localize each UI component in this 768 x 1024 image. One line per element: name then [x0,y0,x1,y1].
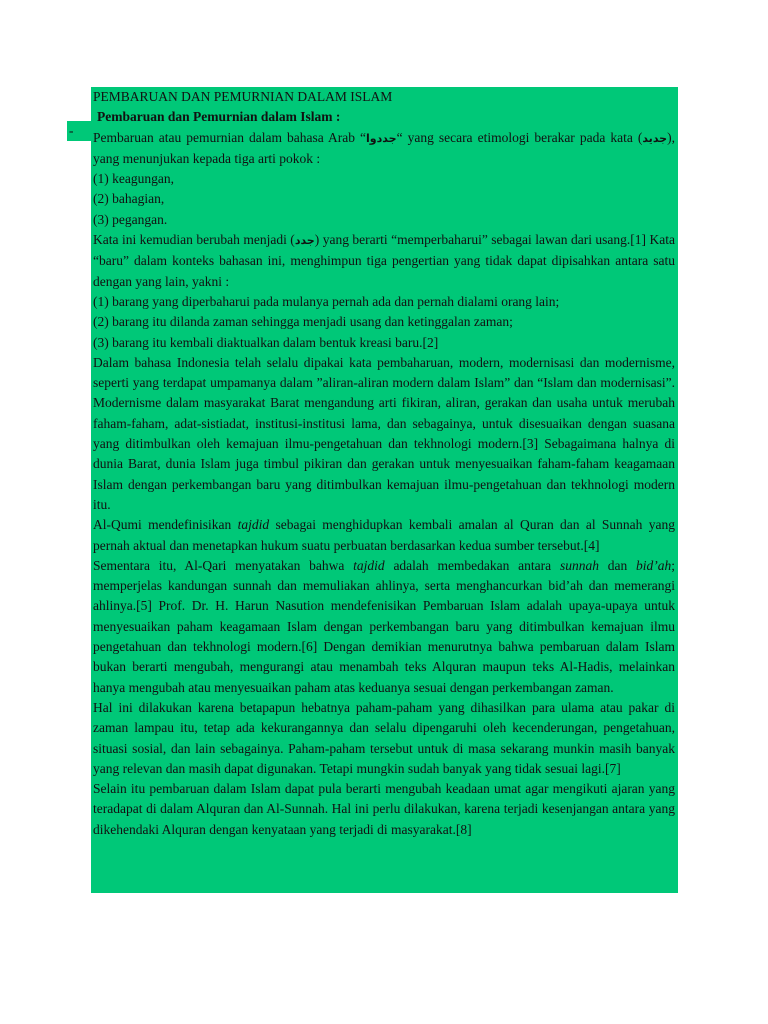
bullet-dash: - [69,123,74,138]
p4-text-a: Al-Qumi mendefinisikan [93,517,238,533]
p4-text-b: sebagai menghidupkan kembali amalan al Quran dan al Sunnah yang pernah aktual dan menetapkan hukum suatu perbuatan berdasarkan kedua sumber tersebut.[4] [93,517,675,553]
p1-text-a: Pembaruan atau pemurnian dalam bahasa Arab “ [93,129,367,145]
paragraph-5 [93,556,675,698]
list2-item: (3) barang itu kembali diaktualkan dalam bentuk kreasi baru.[2] [93,334,439,350]
p4-italic-term: tajdid [237,517,270,533]
list2-item: (2) barang itu dilanda zaman sehingga menjadi usang dan ketinggalan zaman; [93,314,513,330]
section-heading: Pembaruan dan Pemurnian dalam Islam : [97,109,341,125]
p5-text-b: adalah membedakan antara [384,557,560,573]
list1-item: (1) keagungan, [93,171,174,187]
list1-item: (3) pegangan. [93,211,168,227]
p1-text-c: ), yang menunjukan kepada tiga arti pokok : [93,129,675,166]
list2-item: (1) barang yang diperbaharui pada mulanya pernah ada dan pernah dialami orang lain; [93,293,560,309]
p5-italic-term: bid’ah [636,557,672,573]
arabic-word-3: جدد [294,234,315,248]
p1-text-b: “ yang secara etimologi berakar pada kata ( [396,129,643,145]
paragraph-7: Selain itu pembaruan dalam Islam dapat pula berarti mengubah keadaan umat agar mengikuti ajaran yang teradapat di dalam Alquran dan Al-Sunnah. Hal ini perlu dilakukan, karena terjadi kesenjangan antara yang dikehendaki Alquran dengan kenyataan yang terjadi di masyarakat.[8] [93,781,675,837]
paragraph-6: Hal ini dilakukan karena betapapun hebatnya paham-paham yang dihasilkan para ulama atau pakar di zaman lampau itu, tetap ada kekurangannya dan selalu dipengaruhi oleh kecenderungan, pengetahuan, situasi sosial, dan lain sebagainya. Paham-paham tersebut untuk di masa sekarang munkin masih banyak yang relevan dan masih dapat digunakan. Tetapi mungkin sudah banyak yang tidak sesuai lagi.[7] [93,699,675,776]
p5-text-d: ; memperjelas kandungan sunnah dan memuliakan ahlinya, serta menghancurkan bid’ah dan memerangi ahlinya.[5] Prof. Dr. H. Harun Nasution mendefenisikan Pembaruan Islam adalah upaya-upaya untuk menyesuaikan paham keagamaan Islam dengan perkembangan baru yang ditimbulkan kemajuan ilmu pengetahuan dan tekhnologi modern.[6] Dengan demikian menurutnya bahwa pembaruan dalam Islam bukan berarti mengubah, mengurangi atau menambah teks Alquran maupun teks Al-Hadis, melainkan hanya mengubah atau menyesuaikan paham atas keduanya sesuai dengan perkembangan zaman. [93,557,676,695]
paragraph-3: Dalam bahasa Indonesia telah selalu dipakai kata pembaharuan, modern, modernisasi dan modernisme, seperti yang terdapat umpamanya dalam ”aliran-aliran modern dalam Islam” dan “Islam dan modernisasi”. Modernisme dalam masyarakat Barat mengandung arti fikiran, aliran, gerakan dan usaha untuk merubah faham-faham, adat-sistiadat, institusi-institusi lama, dan sebagainya, untuk disesuaikan dengan suasana yang ditimbulkan oleh kemajuan ilmu-pengetahuan dan tekhnologi modern.[3] Sebagaimana halnya di dunia Barat, dunia Islam juga timbul pikiran dan gerakan untuk menyesuaikan faham-faham keagamaan Islam dengan perkembangan baru yang ditimbulkan kemajuan ilmu-pengetahuan dan tekhnologi modern itu. [93,354,675,512]
paragraph-4 [93,515,675,556]
document-body [93,87,675,840]
p2-text-b: ) yang berarti “memperbaharui” sebagai lawan dari usang.[1] Kata “baru” dalam konteks bahasan ini, menghimpun tiga pengertian yang tidak dapat dipisahkan antara satu dengan yang lain, yakni : [93,232,675,289]
arabic-word-2: جديد [642,131,668,145]
paragraph-2 [93,230,675,292]
list1-item: (2) bahagian, [93,191,165,207]
paragraph-1 [93,128,675,170]
p2-text-a: Kata ini kemudian berubah menjadi ( [93,232,295,248]
p5-text-a: Sementara itu, Al-Qari menyatakan bahwa [93,557,354,573]
p5-italic-term: sunnah [559,557,599,573]
p5-italic-term: tajdid [353,557,385,573]
document-title: PEMBARUAN DAN PEMURNIAN DALAM ISLAM [93,89,393,104]
p5-text-c: dan [598,557,636,573]
arabic-word-1: جددوا [366,131,397,145]
